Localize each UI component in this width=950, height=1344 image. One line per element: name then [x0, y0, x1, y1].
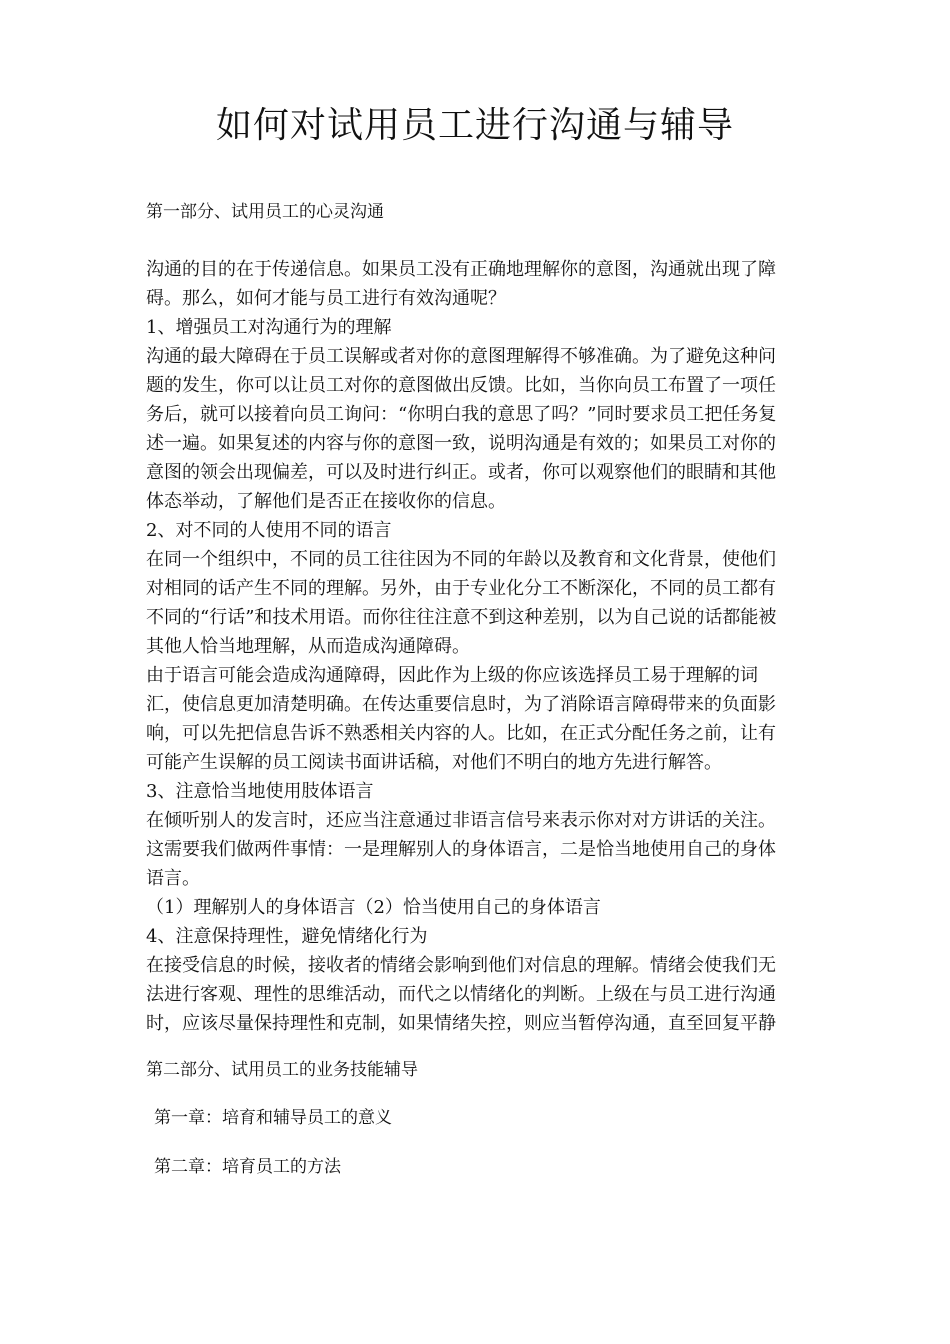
body-line: 其他人恰当地理解，从而造成沟通障碍。	[146, 636, 470, 657]
body-line: 这需要我们做两件事情：一是理解别人的身体语言，二是恰当地使用自己的身体	[146, 839, 776, 860]
body-line: 可能产生误解的员工阅读书面讲话稿，对他们不明白的地方先进行解答。	[146, 752, 722, 773]
body-line: 题的发生，你可以让员工对你的意图做出反馈。比如，当你向员工布置了一项任	[146, 375, 776, 396]
body-line: 在接受信息的时候，接收者的情绪会影响到他们对信息的理解。情绪会使我们无	[146, 955, 776, 976]
body-line: 由于语言可能会造成沟通障碍，因此作为上级的你应该选择员工易于理解的词	[146, 665, 758, 686]
body-line: 对相同的话产生不同的理解。另外，由于专业化分工不断深化，不同的员工都有	[146, 578, 776, 599]
body-line: 述一遍。如果复述的内容与你的意图一致，说明沟通是有效的；如果员工对你的	[146, 433, 776, 454]
body-line: 意图的领会出现偏差，可以及时进行纠正。或者，你可以观察他们的眼睛和其他	[146, 462, 776, 483]
body-line: 沟通的目的在于传递信息。如果员工没有正确地理解你的意图，沟通就出现了障	[146, 259, 776, 280]
body-line: 务后，就可以接着向员工询问：“你明白我的意思了吗？”同时要求员工把任务复	[146, 404, 777, 425]
body-line: 语言。	[146, 868, 200, 889]
body-line: 时，应该尽量保持理性和克制，如果情绪失控，则应当暂停沟通，直至回复平静	[146, 1013, 776, 1034]
subheading: 1、增强员工对沟通行为的理解	[146, 317, 392, 338]
body-line: 体态举动，了解他们是否正在接收你的信息。	[146, 491, 506, 512]
body-line: 碍。那么，如何才能与员工进行有效沟通呢？	[146, 288, 506, 309]
body-line: 沟通的最大障碍在于员工误解或者对你的意图理解得不够准确。为了避免这种问	[146, 346, 776, 367]
chapter-1-heading: 第一章：培育和辅导员工的意义	[154, 1108, 392, 1128]
body-line: 响，可以先把信息告诉不熟悉相关内容的人。比如，在正式分配任务之前，让有	[146, 723, 776, 744]
body-line: 法进行客观、理性的思维活动，而代之以情绪化的判断。上级在与员工进行沟通	[146, 984, 776, 1005]
body-line: 汇，使信息更加清楚明确。在传达重要信息时，为了消除语言障碍带来的负面影	[146, 694, 776, 715]
subheading: 3、注意恰当地使用肢体语言	[146, 781, 374, 802]
part2-heading: 第二部分、试用员工的业务技能辅导	[146, 1060, 418, 1080]
body-line: 不同的“行话”和技术用语。而你往往注意不到这种差别，以为自己说的话都能被	[146, 607, 777, 628]
body-line: 在倾听别人的发言时，还应当注意通过非语言信号来表示你对对方讲话的关注。	[146, 810, 776, 831]
body-line: 在同一个组织中，不同的员工往往因为不同的年龄以及教育和文化背景，使他们	[146, 549, 776, 570]
subheading: 4、注意保持理性，避免情绪化行为	[146, 926, 428, 947]
document-title: 如何对试用员工进行沟通与辅导	[215, 105, 734, 146]
body-line: （1）理解别人的身体语言（2）恰当使用自己的身体语言	[146, 897, 601, 918]
chapter-2-heading: 第二章：培育员工的方法	[154, 1157, 341, 1177]
subheading: 2、对不同的人使用不同的语言	[146, 520, 392, 541]
part1-heading: 第一部分、试用员工的心灵沟通	[146, 202, 384, 222]
